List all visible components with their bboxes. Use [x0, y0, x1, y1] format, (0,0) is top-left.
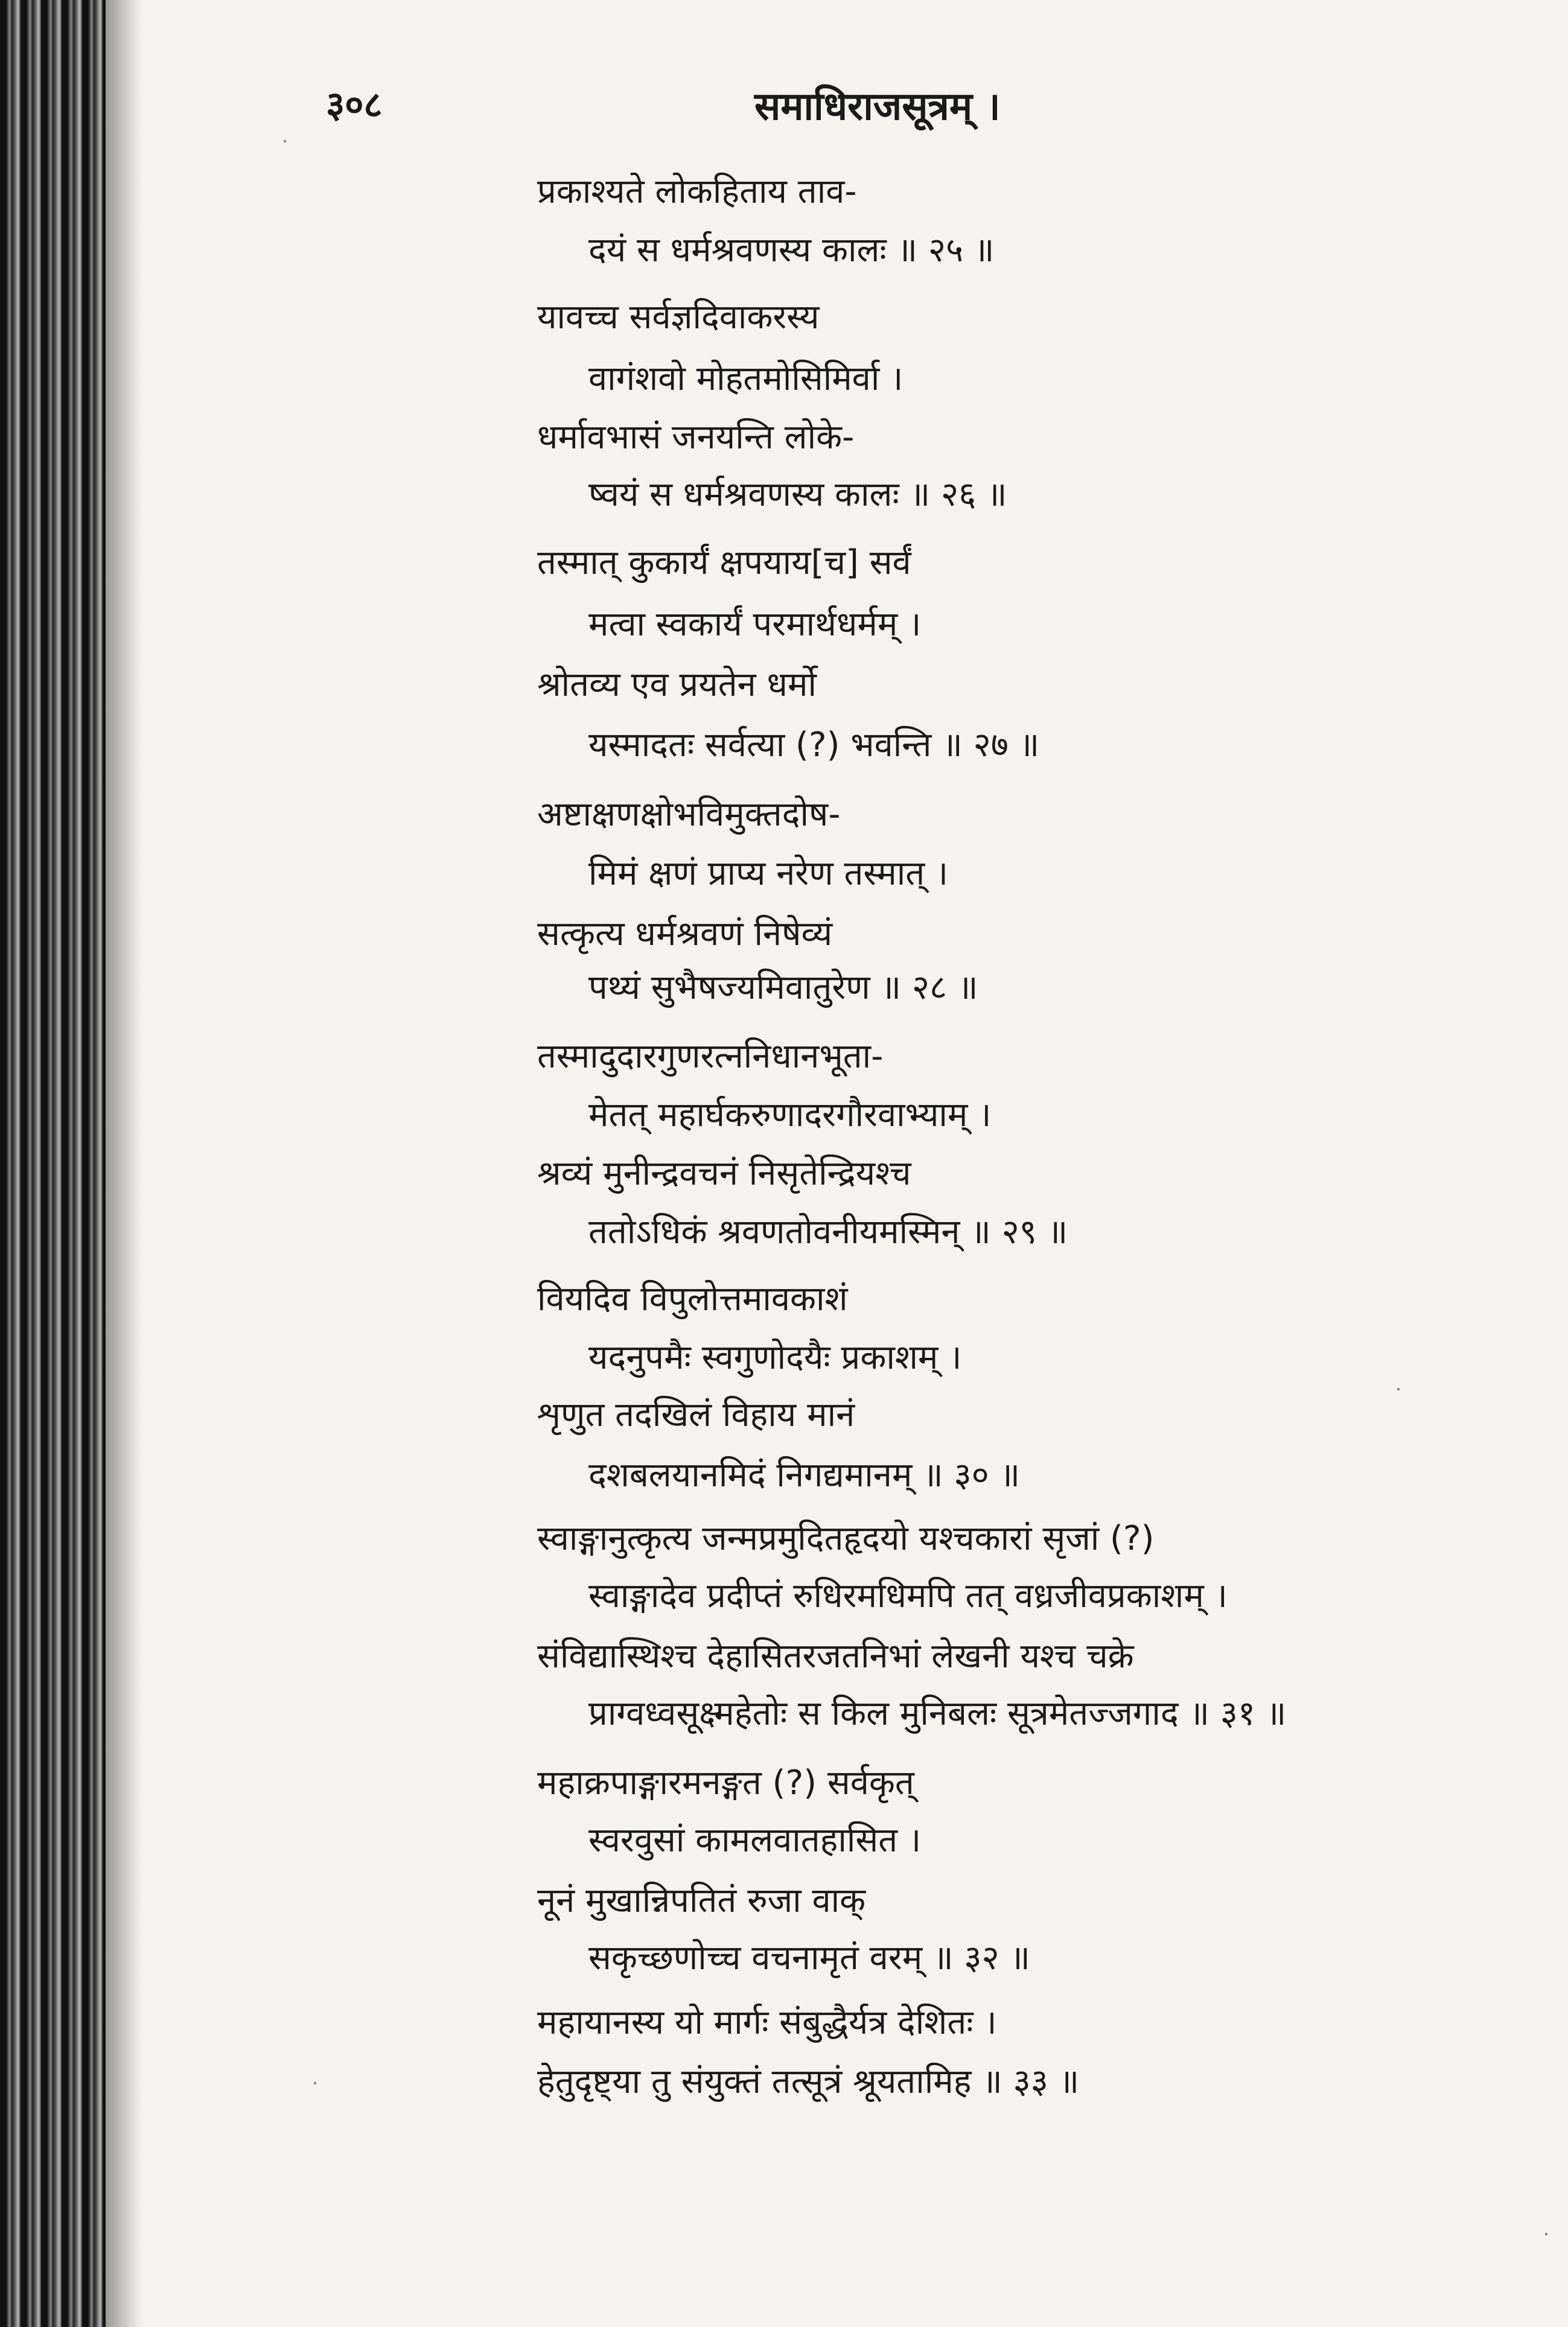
verse-line: तस्मात् कुकार्यं क्षपयाय[च] सर्वं — [537, 543, 911, 582]
verse-line: ततोऽधिकं श्रवणतोवनीयमस्मिन् ॥ २९ ॥ — [588, 1212, 1068, 1252]
book-binding-edge — [0, 0, 106, 2327]
verse-line: अष्टाक्षणक्षोभविमुक्तदोष- — [537, 795, 841, 834]
verse-line: यावच्च सर्वज्ञदिवाकरस्य — [537, 298, 820, 337]
page-header — [0, 78, 1568, 133]
verse-line: पथ्यं सुभैषज्यमिवातुरेण ॥ २८ ॥ — [588, 968, 978, 1007]
verse-line: यदनुपमैः स्वगुणोदयैः प्रकाशम् । — [588, 1338, 962, 1377]
verse-line: प्राग्वध्वसूक्ष्महेतोः स किल मुनिबलः सूत्रमेतज्जगाद ॥ ३१ ॥ — [588, 1694, 1287, 1733]
verse-line: मत्वा स्वकार्यं परमार्थधर्मम् । — [588, 605, 922, 644]
scan-speck — [284, 140, 286, 142]
scan-speck — [1397, 1388, 1400, 1390]
verse-line: हेतुदृष्ट्या तु संयुक्तं तत्सूत्रं श्रूयतामिह ॥ ३३ ॥ — [537, 2062, 1080, 2101]
running-title: समाधिराजसूत्रम् । — [754, 84, 1001, 129]
verse-line: धर्मावभासं जनयन्ति लोके- — [537, 418, 855, 457]
verse-line: तस्मादुदारगुणरत्ननिधानभूता- — [537, 1037, 884, 1076]
verse-line: यस्मादतः सर्वत्या (?) भवन्ति ॥ २७ ॥ — [588, 725, 1040, 765]
verse-line: महायानस्य यो मार्गः संबुद्धैर्यत्र देशितः । — [537, 2003, 997, 2042]
verse-line: वागंशवो मोहतमोसिमिर्वा । — [588, 359, 904, 398]
verse-line: दशबलयानमिदं निगद्यमानम् ॥ ३० ॥ — [588, 1456, 1021, 1495]
verse-line: मिमं क्षणं प्राप्य नरेण तस्मात् । — [588, 854, 949, 893]
verse-line: सकृच्छणोच्च वचनामृतं वरम् ॥ ३२ ॥ — [588, 1938, 1030, 1978]
scan-speck — [314, 2082, 316, 2084]
verse-line: वियदिव विपुलोत्तमावकाशं — [537, 1279, 848, 1319]
verse-line: दयं स धर्मश्रवणस्य कालः ॥ २५ ॥ — [588, 231, 995, 270]
verse-line: स्वाङ्गादेव प्रदीप्तं रुधिरमधिमपि तत् वध्रजीवप्रकाशम् । — [588, 1576, 1228, 1616]
verse-line: श्रव्यं मुनीन्द्रवचनं निसृतेन्द्रियश्च — [537, 1154, 911, 1193]
verse-line: सत्कृत्य धर्मश्रवणं निषेव्यं — [537, 914, 833, 953]
verse-line: महाक्रपाङ्गारमनङ्गत (?) सर्वकृत् — [537, 1763, 914, 1803]
page-number: ३०८ — [326, 84, 383, 126]
verse-line: श्रोतव्य एव प्रयतेन धर्मो — [537, 665, 817, 704]
verse-line: प्रकाश्यते लोकहिताय ताव- — [537, 172, 857, 211]
verse-line: शृणुत तदखिलं विहाय मानं — [537, 1395, 855, 1434]
verse-line: नूनं मुखान्निपतितं रुजा वाक् — [537, 1881, 866, 1920]
verse-line: स्वाङ्गानुत्कृत्य जन्मप्रमुदितहृदयो यश्चकारां सृजां (?) — [537, 1519, 1155, 1558]
verse-line: मेतत् महार्घकरुणादरगौरवाभ्याम् । — [588, 1095, 992, 1135]
verse-line: संविद्यास्थिश्च देहासितरजतनिभां लेखनी यश्च चक्रे — [537, 1637, 1134, 1676]
verse-line: ष्वयं स धर्मश्रवणस्य कालः ॥ २६ ॥ — [588, 475, 1007, 514]
scan-speck — [1545, 2233, 1547, 2235]
binding-shadow — [106, 0, 142, 2327]
verse-line: स्वरवुसां कामलवातहासित । — [588, 1821, 922, 1860]
